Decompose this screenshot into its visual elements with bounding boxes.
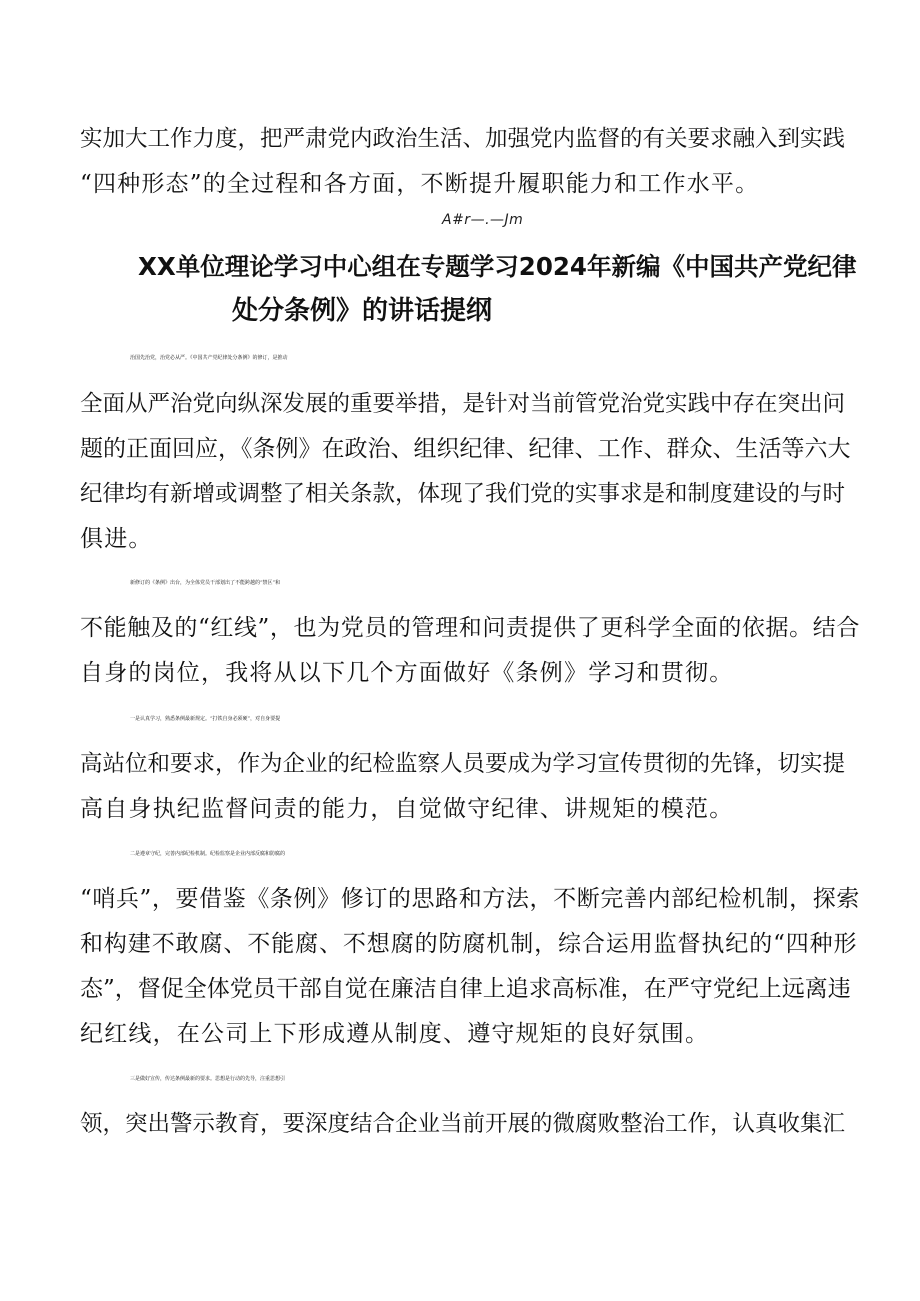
text-line: 高站位和要求，作为企业的纪检监察人员要成为学习宣传贯彻的先锋，切实提 bbox=[80, 751, 846, 777]
text-line: 新修订的《条例》出台，为全体党员干部划出了不能跨越的“禁区”和 bbox=[130, 580, 281, 586]
text-line: 题的正面回应，《条例》在政治、组织纪律、纪律、工作、群众、生活等六大 bbox=[80, 436, 851, 462]
text-line: 实加大工作力度，把严肃党内政治生活、加强党内监督的有关要求融入到实践 bbox=[80, 126, 846, 152]
text-line: “四种形态”的全过程和各方面，不断提升履职能力和工作水平。 bbox=[80, 171, 760, 197]
text-line: 和构建不敢腐、不能腐、不想腐的防腐机制，综合运用监督执纪的“四种形 bbox=[80, 931, 858, 957]
text-line: 态”，督促全体党员干部自觉在廉洁自律上追求高标准，在严守党纪上远离违 bbox=[80, 976, 851, 1002]
text-line: 三是做好宣传，传达条例最新的要求。思想是行动的先导，注重思想引 bbox=[130, 1076, 286, 1082]
document-title-line-1: XX单位理论学习中心组在专题学习2024年新编《中国共产党纪律 bbox=[138, 252, 857, 281]
text-line: 二是遵章守纪，完善内部纪检机制。纪检监察是企业内部反腐和防腐的 bbox=[130, 851, 286, 857]
text-line: 治国先治党，治党必从严。《中国共产党纪律处分条例》的修订，是推动 bbox=[130, 355, 288, 361]
text-line: 全面从严治党向纵深发展的重要举措，是针对当前管党治党实践中存在突出问 bbox=[80, 391, 846, 417]
text-line: 自身的岗位，我将从以下几个方面做好《条例》学习和贯彻。 bbox=[80, 660, 734, 686]
text-line: 高自身执纪监督问责的能力，自觉做守纪律、讲规矩的模范。 bbox=[80, 796, 734, 822]
text-line: 俱进。 bbox=[80, 526, 153, 552]
text-line: 纪红线，在公司上下形成遵从制度、遵守规矩的良好氛围。 bbox=[80, 1021, 710, 1047]
text-line: 纪律均有新增或调整了相关条款，体现了我们党的实事求是和制度建设的与时 bbox=[80, 481, 846, 507]
text-line: 不能触及的“红线”，也为党员的管理和问责提供了更科学全面的依据。结合 bbox=[80, 615, 860, 641]
text-line: 一是认真学习，熟悉条例最新规定。“打铁自身必须硬”，对自身要提 bbox=[130, 716, 281, 722]
text-line: 领，突出警示教育，要深度结合企业当前开展的微腐败整治工作，认真收集汇 bbox=[80, 1111, 846, 1137]
divider-mark: A#r—.—Jm bbox=[442, 212, 524, 228]
text-line: “哨兵”，要借鉴《条例》修订的思路和方法，不断完善内部纪检机制，探索 bbox=[80, 886, 860, 912]
document-title-line-2: 处分条例》的讲话提纲 bbox=[232, 296, 493, 326]
